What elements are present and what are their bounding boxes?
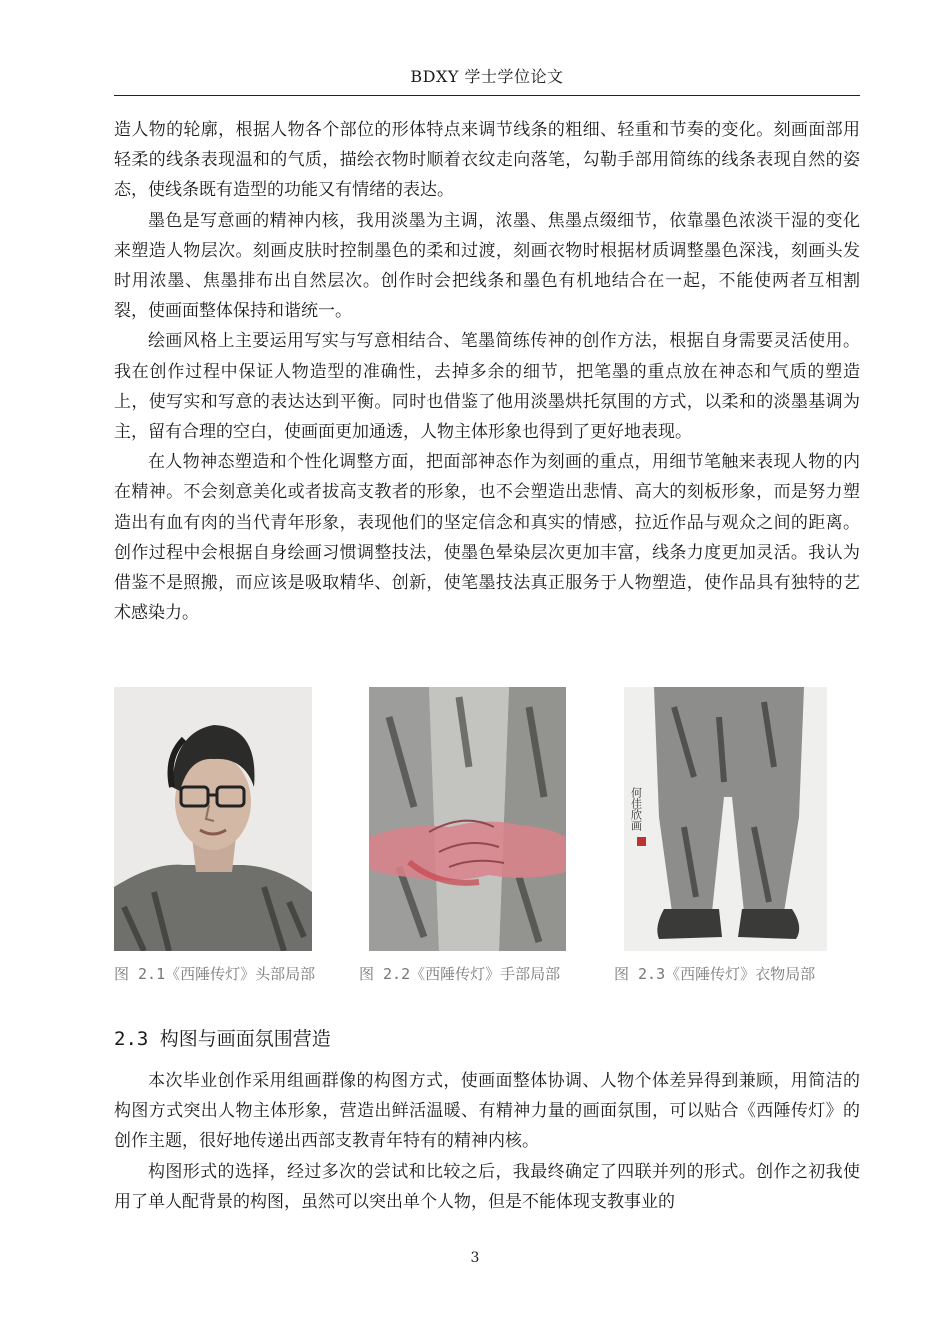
figure-hands-detail [369, 687, 566, 951]
paragraph: 墨色是写意画的精神内核，我用淡墨为主调，浓墨、焦墨点缀细节，依靠墨色浓淡干湿的变化来塑造人物层次。刻画皮肤时控制墨色的柔和过渡，刻画衣物时根据材质调整墨色深浅，刻画头发时用浓墨、焦墨排布出自然层次。创作时会把线条和墨色有机地结合在一起，不能使两者互相割裂，使画面整体保持和谐统一。 [114, 210, 860, 322]
ink-clothing-image [624, 687, 827, 951]
paragraph: 在人物神态塑造和个性化调整方面，把面部神态作为刻画的重点，用细节笔触来表现人物的内在精神。不会刻意美化或者拔高支教者的形象，也不会塑造出悲情、高大的刻板形象，而是努力塑造出有血有肉的当代青年形象，表现他们的坚定信念和真实的情感，拉近作品与观众之间的距离。创作过程中会根据自身绘画习惯调整技法，使墨色晕染层次更加丰富，线条力度更加灵活。我认为借鉴不是照搬，而应该是吸取精华、创新，使笔墨技法真正服务于人物塑造，使作品具有独特的艺术感染力。 [114, 452, 860, 624]
figure-caption: 图 2.1《西陲传灯》头部局部 [114, 965, 316, 983]
header-rule [114, 95, 860, 96]
paragraph: 本次毕业创作采用组画群像的构图方式，使画面整体协调、人物个体差异得到兼顾，用简洁的构图方式突出人物主体形象，营造出鲜活温暖、有精神力量的画面氛围，可以贴合《西陲传灯》的创作主题，很好地传递出西部支教青年特有的精神内核。 [114, 1071, 860, 1152]
red-seal-mark [637, 837, 646, 846]
figure-caption: 图 2.2《西陲传灯》手部局部 [359, 965, 561, 983]
section-heading: 2.3 构图与画面氛围营造 [114, 1028, 331, 1050]
ink-portrait-head-image [114, 687, 312, 951]
figure-clothing-detail [624, 687, 827, 951]
body-text-bottom [114, 1066, 860, 1217]
figure-head-detail [114, 687, 312, 951]
running-header: BDXY 学士学位论文 [410, 67, 564, 86]
page-number: 3 [470, 1250, 480, 1266]
ink-hands-image [369, 687, 566, 951]
figure-caption: 图 2.3《西陲传灯》衣物局部 [614, 965, 816, 983]
body-text-top [114, 115, 860, 628]
signature-seal: 何佳欣画 [629, 787, 643, 831]
paragraph: 绘画风格上主要运用写实与写意相结合、笔墨简练传神的创作方法，根据自身需要灵活使用。我在创作过程中保证人物造型的准确性，去掉多余的细节，把笔墨的重点放在神态和气质的塑造上，使写实和写意的表达达到平衡。同时也借鉴了他用淡墨烘托氛围的方式，以柔和的淡墨基调为主，留有合理的空白，使画面更加通透，人物主体形象也得到了更好地表现。 [114, 331, 860, 443]
paragraph: 造人物的轮廓，根据人物各个部位的形体特点来调节线条的粗细、轻重和节奏的变化。刻画面部用轻柔的线条表现温和的气质，描绘衣物时顺着衣纹走向落笔，勾勒手部用简练的线条表现自然的姿态，使线条既有造型的功能又有情绪的表达。 [114, 120, 860, 201]
paragraph: 构图形式的选择，经过多次的尝试和比较之后，我最终确定了四联并列的形式。创作之初我使用了单人配背景的构图，虽然可以突出单个人物，但是不能体现支教事业的 [114, 1161, 860, 1212]
